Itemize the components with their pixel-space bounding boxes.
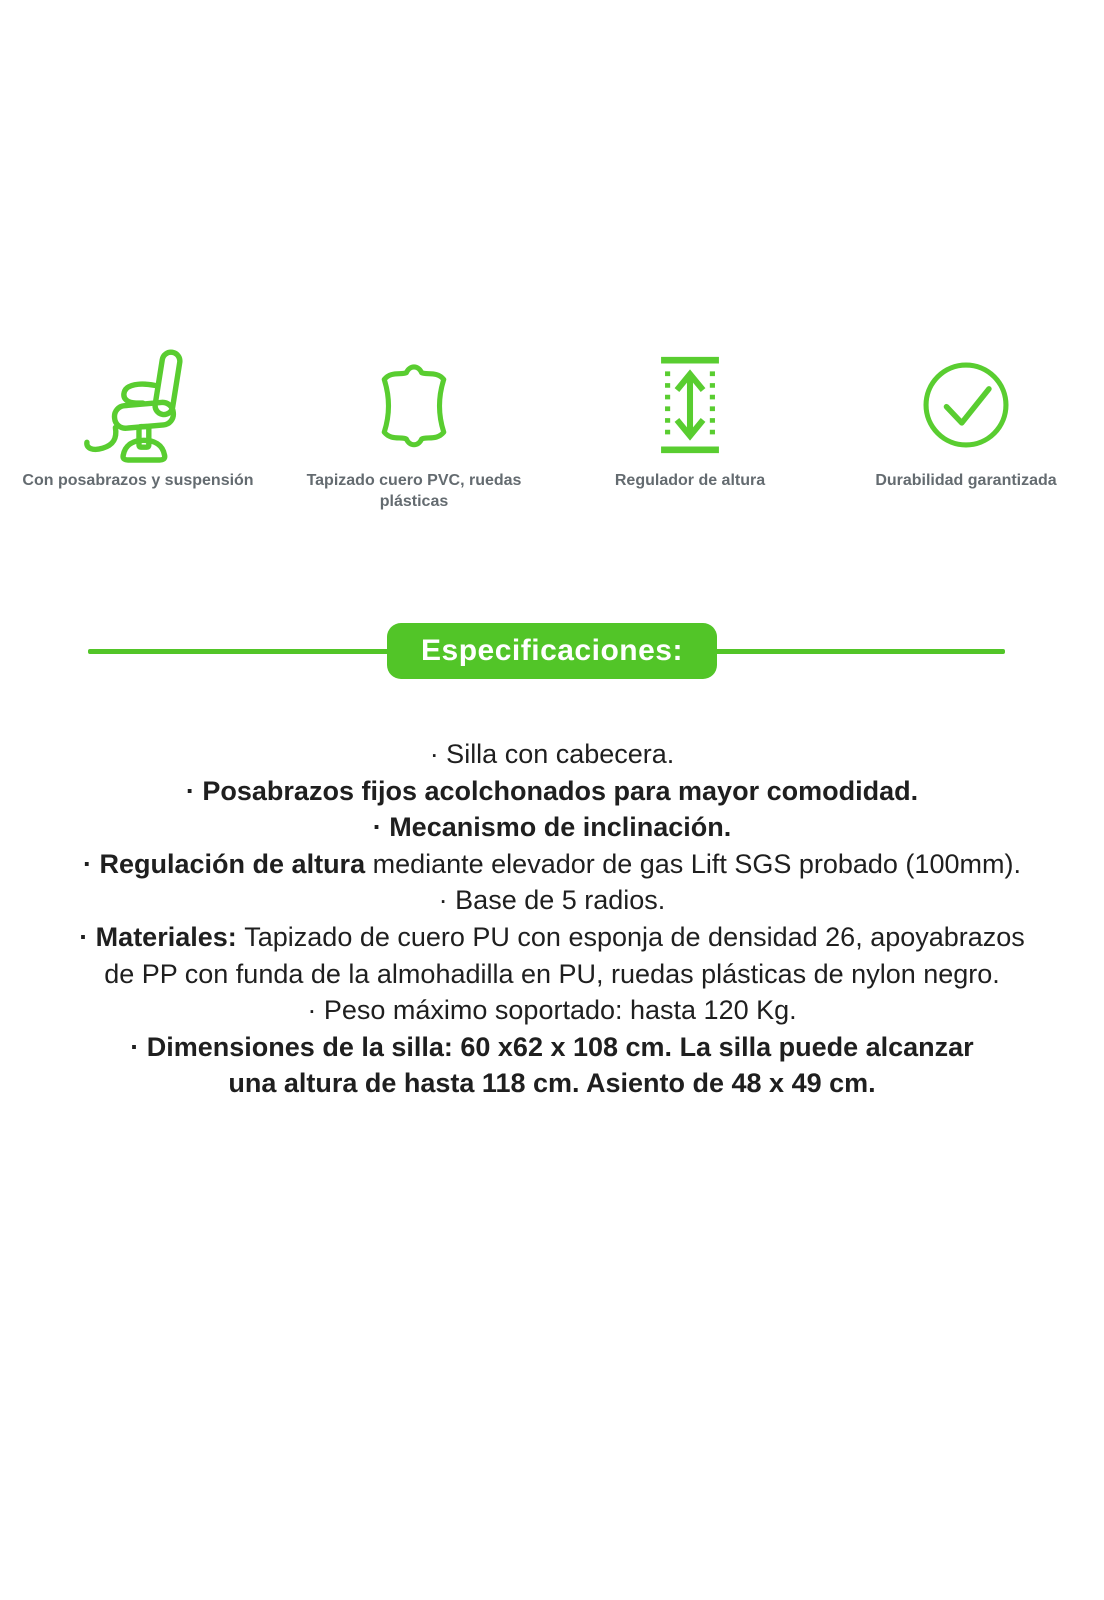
feature-item-durability (828, 348, 1104, 491)
check-circle-icon (915, 354, 1017, 456)
spec-text: de PP con funda de la almohadilla en PU, ruedas plásticas de nylon negro. (104, 958, 1000, 989)
spec-text: · Mecanismo de inclinación. (372, 812, 732, 843)
feature-caption: Regulador de altura (614, 472, 766, 489)
spec-text: · Base de 5 radios. (438, 885, 666, 916)
spec-text: · Peso máximo soportado: hasta 120 Kg. (307, 995, 797, 1026)
feature-icon-box (83, 348, 193, 462)
spec-text: · Dimensiones de la silla: 60 x62 x 108 cm. La silla puede alcanzar (130, 1031, 974, 1062)
feature-item-height-regulator (552, 348, 828, 491)
spec-line-base (22, 882, 1082, 919)
specifications-divider (0, 621, 1104, 681)
spec-text: · Posabrazos fijos acolchonados para mayor comodidad. (185, 775, 919, 806)
feature-icon-box (915, 348, 1017, 462)
feature-item-armrests (0, 348, 276, 491)
spec-line-dimensions-1 (22, 1029, 1082, 1066)
chair-icon (83, 347, 193, 463)
feature-caption: Durabilidad garantizada (875, 472, 1057, 489)
feature-highlights-row (0, 348, 1104, 512)
spec-line-max-weight (22, 992, 1082, 1029)
spec-text: Tapizado de cuero PU con esponja de densidad 26, apoyabrazos (244, 921, 1025, 952)
spec-line-headrest (22, 736, 1082, 773)
spec-line-materials-1 (22, 919, 1082, 956)
specifications-list (22, 736, 1082, 1102)
leather-hide-icon (363, 353, 465, 457)
spec-line-tilt-mechanism (22, 809, 1082, 846)
feature-caption: Tapizado cuero PVC, ruedas plásticas (306, 472, 522, 510)
specifications-title-badge (387, 623, 717, 679)
spec-text-bold: · Regulación de altura (83, 848, 373, 879)
spec-line-armrests (22, 773, 1082, 810)
feature-caption: Con posabrazos y suspensión (22, 472, 254, 489)
specifications-title: Especificaciones: (421, 634, 683, 667)
spec-text: una altura de hasta 118 cm. Asiento de 48 x 49 cm. (228, 1068, 876, 1099)
height-adjuster-icon (634, 349, 746, 461)
spec-text: · Silla con cabecera. (429, 739, 675, 769)
feature-item-upholstery (276, 348, 552, 512)
feature-icon-box (363, 348, 465, 462)
feature-icon-box (634, 348, 746, 462)
spec-line-dimensions-2 (22, 1065, 1082, 1102)
spec-text: mediante elevador de gas Lift SGS probado (100mm). (372, 848, 1021, 879)
spec-text-bold: · Materiales: (79, 921, 245, 952)
spec-line-materials-2 (22, 956, 1082, 993)
spec-line-height-regulation (22, 846, 1082, 883)
